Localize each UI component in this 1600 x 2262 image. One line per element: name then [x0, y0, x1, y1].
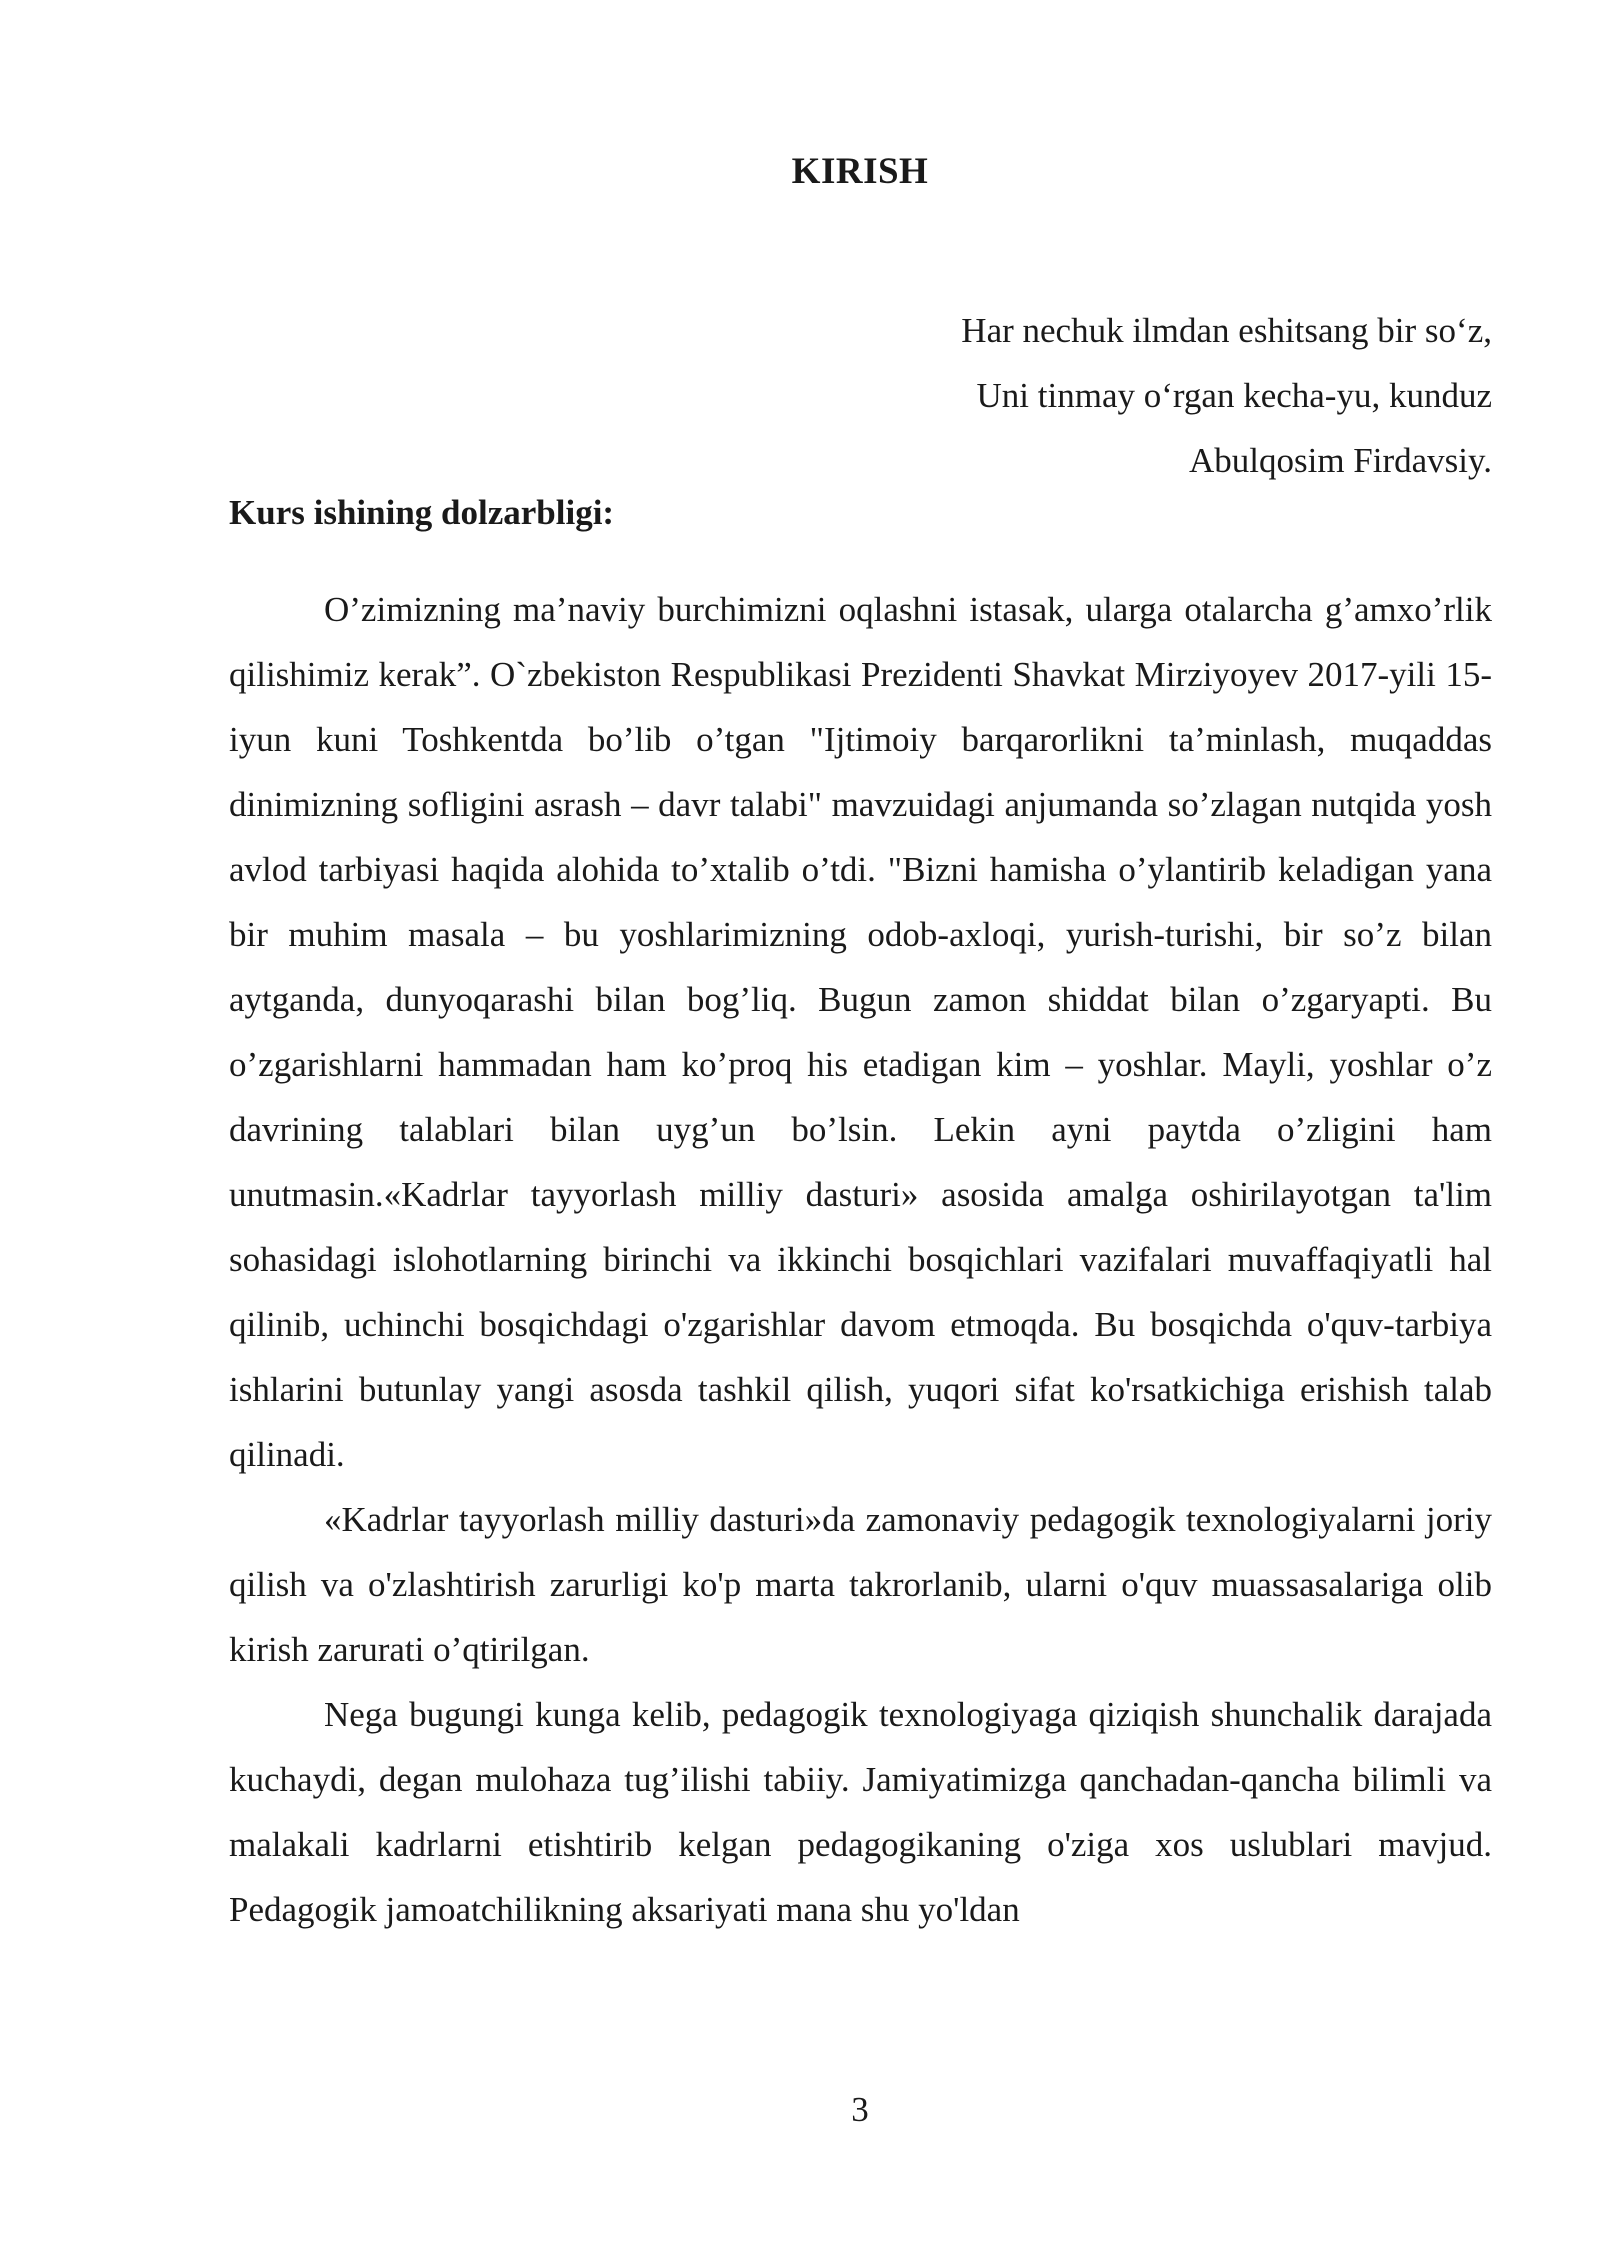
paragraph: Nega bugungi kunga kelib, pedagogik texnologiyaga qiziqish shunchalik darajada kuchaydi, degan mulohaza tug’ilishi tabiiy. Jamiyatimizga qanchadan-qancha bilimli va malakali kadrlarni etishtirib kelgan pedagogikaning o'ziga xos uslublari mavjud. Pedagogik jamoatchilikning aksariyati mana shu yo'ldan	[229, 1695, 1492, 1929]
epigraph-line: Uni tinmay o‘rgan kecha-yu, kunduz	[976, 376, 1492, 415]
section-heading: Kurs ishining dolzarbligi:	[229, 493, 615, 532]
page-title: KIRISH	[791, 151, 929, 192]
page-number: 3	[851, 2090, 869, 2129]
body-text	[229, 577, 1492, 1942]
epigraph-line: Har nechuk ilmdan eshitsang bir so‘z,	[961, 311, 1492, 350]
paragraph: «Kadrlar tayyorlash milliy dasturi»da zamonaviy pedagogik texnologiyalarni joriy qilish va o'zlashtirish zarurligi ko'p marta takrorlanib, ularni o'quv muassasalariga olib kirish zarurati o’qtirilgan.	[229, 1500, 1492, 1669]
paragraph: O’zimizning ma’naviy burchimizni oqlashni istasak, ularga otalarcha g’amxo’rlik qilishimiz kerak”. O`zbekiston Respublikasi Prezidenti Shavkat Mirziyoyev 2017-yili 15-iyun kuni Toshkentda bo’lib o’tgan "Ijtimoiy barqarorlikni ta’minlash, muqaddas dinimizning sofligini asrash – davr talabi" mavzuidagi anjumanda so’zlagan nutqida yosh avlod tarbiyasi haqida alohida to’xtalib o’tdi. "Bizni hamisha o’ylantirib keladigan yana bir muhim masala – bu yoshlarimizning odob-axloqi, yurish-turishi, bir so’z bilan aytganda, dunyoqarashi bilan bog’liq. Bugun zamon shiddat bilan o’zgaryapti. Bu o’zgarishlarni hammadan ham ko’proq his etadigan kim – yoshlar. Mayli, yoshlar o’z davrining talablari bilan uyg’un bo’lsin. Lekin ayni paytda o’zligini ham unutmasin.«Kadrlar tayyorlash milliy dasturi» asosida amalga oshirilayotgan ta'lim sohasidagi islohotlarning birinchi va ikkinchi bosqichlari vazifalari muvaffaqiyatli hal qilinib, uchinchi bosqichdagi o'zgarishlar davom etmoqda. Bu bosqichda o'quv-tarbiya ishlarini butunlay yangi asosda tashkil qilish, yuqori sifat ko'rsatkichiga erishish talab qilinadi.	[229, 590, 1492, 1474]
epigraph-author: Abulqosim Firdavsiy.	[1188, 441, 1492, 480]
epigraph	[900, 298, 1492, 493]
